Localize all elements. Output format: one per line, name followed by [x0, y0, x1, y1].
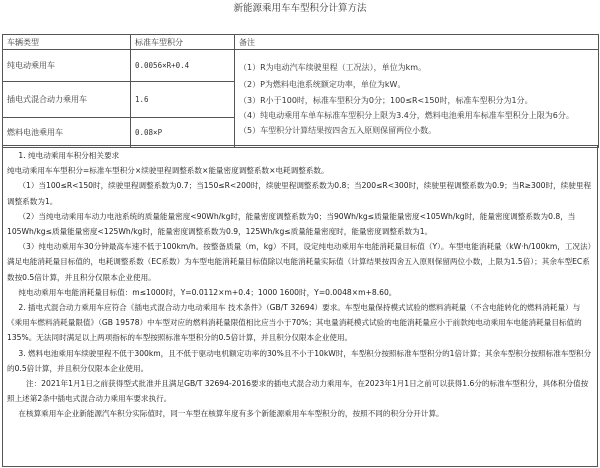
paragraph: 纯电动乘用车电能消耗量目标值：m≤1000时，Y=0.0112×m+0.4；1000 1600时，Y=0.0048×m+8.60。	[18, 287, 397, 297]
document-title: 新能源乘用车车型积分计算方法	[233, 3, 367, 14]
header-vehicle-type: 车辆类型	[3, 35, 131, 50]
remarks-cell	[235, 50, 599, 148]
remark-3: （3）R小于100时，标准车型积分为0分；100≤R<150时，标准车型积分为1分。	[239, 96, 533, 105]
requirements-text	[2, 145, 598, 467]
header-standard-points: 标准车型积分	[131, 35, 235, 50]
paragraph: （1）当100≤R<150时，续驶里程调整系数为0.7；当150≤R<200时，续驶里程调整系数为0.8；当200≤R<300时，续驶里程调整系数为0.9；当R≥300时，续驶里程调整系数为1。	[7, 181, 592, 206]
remark-1: （1）R为电动汽车续驶里程（工况法），单位为km。	[239, 63, 427, 73]
cell-formula: 1.6	[131, 82, 235, 118]
cell-vehicle-type: 燃料电池乘用车	[3, 118, 131, 148]
cell-vehicle-type: 插电式混合动力乘用车	[3, 82, 131, 118]
table-row	[3, 50, 599, 82]
remark-4: （4）纯电动乘用车单车标准车型积分上限为3.4分，燃料电池乘用车标准车型积分上限为6分。	[239, 111, 574, 121]
cell-vehicle-type: 纯电动乘用车	[3, 50, 131, 82]
cell-formula: 0.0056×R+0.4	[131, 50, 235, 82]
cell-formula: 0.08×P	[131, 118, 235, 148]
paragraph: （2）当纯电动乘用车动力电池系统的质量能量密度<90Wh/kg时，能量密度调整系数为0；当90Wh/kg≤质量能量密度<105Wh/kg时，能量密度调整系数为0.8，当105Wh/kg≤质量能量密度<125Wh/kg时，能量密度调整系数为0.9，125Wh/kg≤质量能量密度时，能量密度调整系数为1。	[7, 211, 576, 237]
remark-5: （5）车型积分计算结果按四舍五入原则保留两位小数。	[239, 126, 437, 136]
header-remarks: 备注	[235, 35, 599, 50]
section-heading: 1. 纯电动乘用车积分相关要求	[18, 151, 120, 160]
paragraph: 在核算乘用车企业新能源汽车积分实际值时，同一车型在核算年度有多个新能源乘用车车型积分的，按照不同的积分分开计算。	[18, 409, 444, 419]
points-standard-table	[2, 34, 599, 148]
paragraph: 3. 燃料电池乘用车续驶里程不低于300km，且不低于驱动电机额定功率的30%且不小于10kW时，车型积分按照标准车型积分的1倍计算；其余车型积分按照标准车型积分的0.5倍计算，并且积分仅限本企业使用。	[7, 348, 592, 373]
note-paragraph: 注：2021年1月1日之前获得型式批准并且满足GB/T 32694-2016要求的插电式混合动力乘用车，在2023年1月1日之前可以获得1.6分的标准车型积分，具体积分值按照上述第2条中插电式混合动力乘用车要求执行。	[7, 379, 589, 404]
paragraph: （3）纯电动乘用车30分钟最高车速不低于100km/h。按整备质量（m，kg）不同，设定纯电动乘用车电能消耗量目标值（Y）。车型电能消耗量（kW·h/100km，工况法）满足电能消耗量目标值的，电耗调整系数（EC系数）为车型电能消耗量目标值除以电能消耗量实际值（计算结果按四舍五入原则保留两位小数，上限为1.5倍）；其余车型EC系数按0.5倍计算，并且积分仅限本企业使用。	[7, 242, 592, 282]
paragraph: 2. 插电式混合动力乘用车应符合《插电式混合动力电动乘用车 技术条件》（GB/T 32694）要求。车型电量保持模式试验的燃料消耗量（不含电能转化的燃料消耗量）与《乘用车燃料消耗量限值》（GB 19578）中车型对应的燃料消耗量限值相比应当小于70%；其电量消耗模式试验的电能消耗量应小于前款纯电动乘用车电能消耗量目标值的135%。无法同时满足以上两项指标的车型按照标准车型积分的0.5倍计算，并且积分仅限本企业使用。	[7, 303, 582, 343]
table-header-row	[3, 35, 599, 50]
paragraph: 纯电动乘用车车型积分=标准车型积分×续驶里程调整系数×能量密度调整系数×电耗调整系数。	[7, 166, 329, 176]
remark-2: （2）P为燃料电池系统额定功率，单位为kW。	[239, 79, 406, 89]
